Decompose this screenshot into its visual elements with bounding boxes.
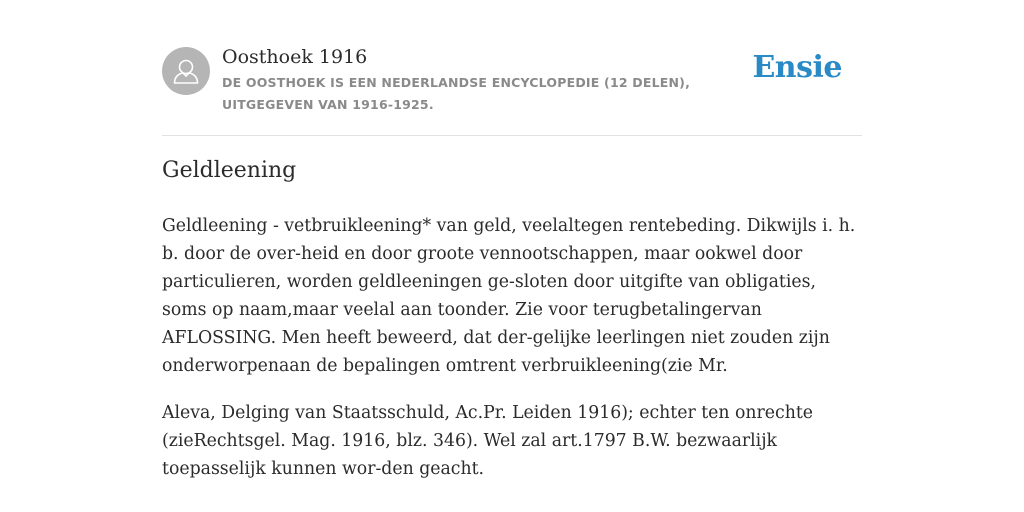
article-body xyxy=(162,212,862,502)
source-title[interactable]: Oosthoek 1916 xyxy=(222,46,368,68)
avatar[interactable] xyxy=(162,47,210,95)
article-paragraph: Geldleening - vetbruikleening* van geld, veelaltegen rentebeding. Dikwijls i. h. b. door de over-heid en door groote vennootschappen, maar ookwel door particulieren, worden geldleeningen ge-sloten door uitgifte van obligaties, soms op naam,maar veelal aan toonder. Zie voor terugbetalingervan AFLOSSING. Men heeft beweerd, dat der-gelijke leerlingen niet zouden zijn onderworpenaan de bepalingen omtrent verbruikleening(zie Mr. xyxy=(162,216,856,376)
source-description: DE OOSTHOEK IS EEN NEDERLANDSE ENCYCLOPEDIE (12 DELEN), UITGEGEVEN VAN 1916-1925. xyxy=(222,75,691,112)
brand-logo[interactable]: Ensie xyxy=(752,50,842,85)
user-silhouette-icon xyxy=(162,47,210,95)
article-title: Geldleening xyxy=(162,158,297,183)
source-header xyxy=(162,44,862,136)
article-paragraph: Aleva, Delging van Staatsschuld, Ac.Pr. Leiden 1916); echter ten onrechte (zieRechtsgel. Mag. 1916, blz. 346). Wel zal art.1797 B.W. bezwaarlijk toepasselijk kunnen wor-den geacht. xyxy=(162,403,814,479)
